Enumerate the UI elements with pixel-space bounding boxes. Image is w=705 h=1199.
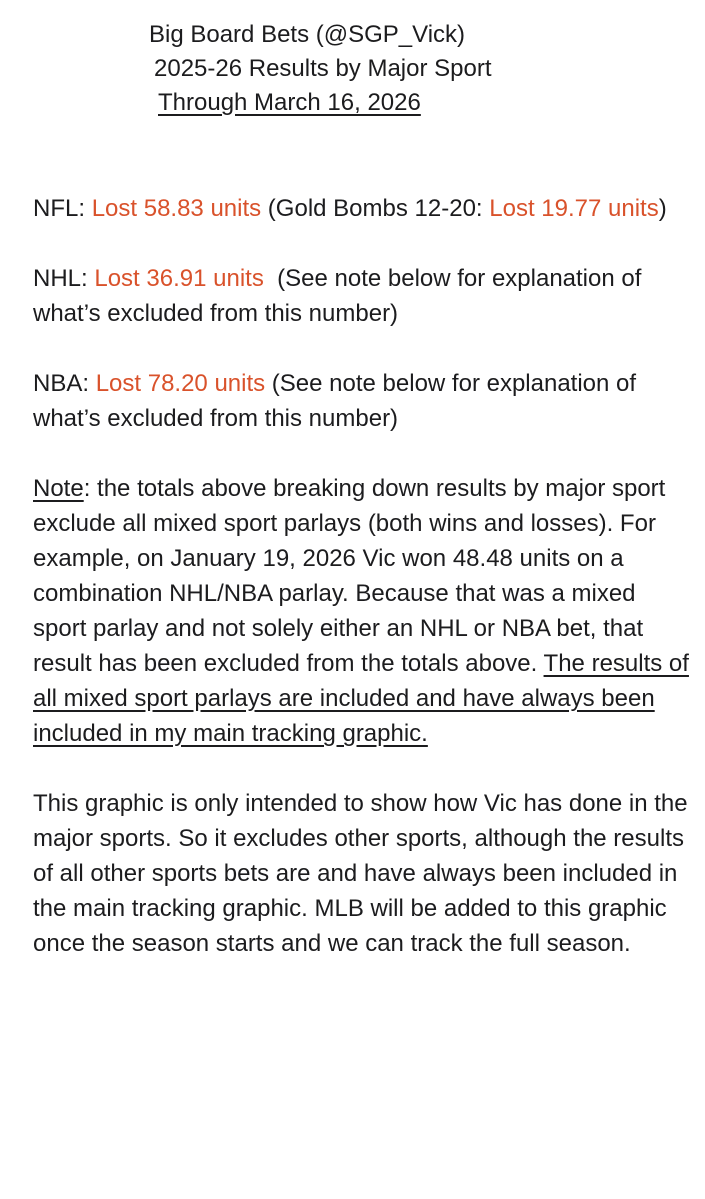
nhl-note: (See note below for explanation of what’s excluded from this number): [33, 265, 649, 327]
nfl-close-paren: ): [658, 195, 667, 222]
report-subtitle: 2025-26 Results by Major Sport: [154, 55, 492, 82]
nfl-result: [33, 191, 693, 226]
note-body: : the totals above breaking down results by major sport exclude all mixed sport parlays (both wins and losses). For example, on January 19, 2026 Vic won 48.48 units on a combination NHL/NBA parlay. Because that was a mixed sport parlay and not solely either an NHL or NBA bet, that result has been excluded from the totals above.: [33, 475, 666, 677]
nba-loss: Lost 78.20 units: [95, 370, 266, 397]
report-title: Big Board Bets (@SGP_Vick): [149, 21, 466, 48]
nba-result: [33, 366, 693, 436]
nhl-loss: Lost 36.91 units: [94, 265, 264, 292]
nfl-loss: Lost 58.83 units: [91, 195, 262, 222]
exclusion-note: [33, 471, 693, 751]
results-body: [33, 191, 693, 996]
nfl-gold-bombs-loss: Lost 19.77 units: [489, 195, 659, 222]
nba-note: (See note below for explanation of what’s excluded from this number): [33, 370, 637, 432]
closing-paragraph: This graphic is only intended to show how Vic has done in the major sports. So it excludes other sports, although the results of all other sports bets are and have always been included in the main tracking graphic. MLB will be added to this graphic once the season starts and we can track the full season.: [33, 790, 688, 957]
date-text: Through March 16, 2026: [158, 89, 421, 116]
nhl-label: NHL:: [33, 265, 95, 292]
nfl-label: NFL:: [33, 195, 92, 222]
nfl-gold-bombs-label: (Gold Bombs 12-20:: [261, 195, 490, 222]
nba-label: NBA:: [33, 370, 96, 397]
note-label: Note: [33, 475, 84, 502]
note-emphasis: The results of all mixed sport parlays are included and have always been included in my main tracking graphic.: [33, 650, 689, 747]
report-date-line: [158, 86, 421, 120]
nhl-result: [33, 261, 693, 331]
